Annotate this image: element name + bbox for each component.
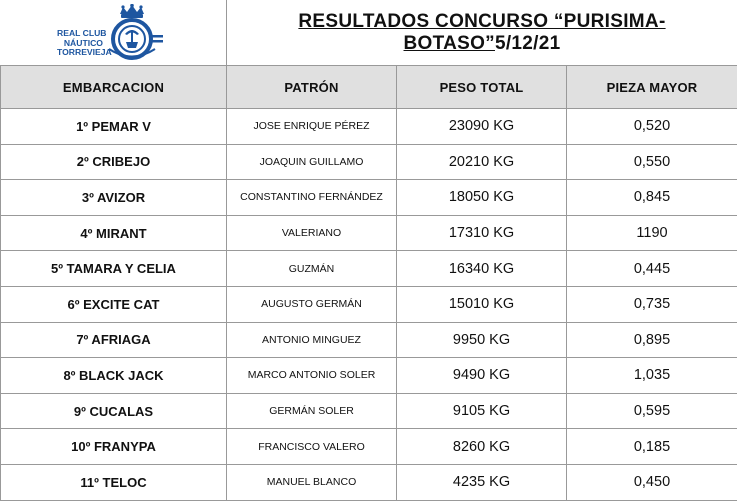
skipper-cell: MARCO ANTONIO SOLER (227, 358, 397, 394)
boat-cell: 6º EXCITE CAT (1, 286, 227, 322)
boat-cell: 8º BLACK JACK (1, 358, 227, 394)
largest-piece-cell: 0,520 (567, 109, 737, 145)
column-header-skipper: PATRÓN (227, 66, 397, 109)
boat-cell: 4º MIRANT (1, 215, 227, 251)
boat-cell: 2º CRIBEJO (1, 144, 227, 180)
largest-piece-cell: 0,445 (567, 251, 737, 287)
boat-cell: 9º CUCALAS (1, 393, 227, 429)
table-row (1, 286, 737, 322)
table-row (1, 215, 737, 251)
total-weight-cell: 8260 KG (397, 429, 567, 465)
total-weight-cell: 16340 KG (397, 251, 567, 287)
largest-piece-cell: 0,450 (567, 464, 737, 500)
table-row (1, 322, 737, 358)
logo-line-1: REAL CLUB (57, 29, 103, 39)
skipper-cell: ANTONIO MINGUEZ (227, 322, 397, 358)
title-line-2 (227, 33, 737, 55)
boat-cell: 7º AFRIAGA (1, 322, 227, 358)
skipper-cell: GERMÁN SOLER (227, 393, 397, 429)
title-line-1: RESULTADOS CONCURSO “PURISIMA- (227, 11, 737, 33)
total-weight-cell: 23090 KG (397, 109, 567, 145)
skipper-cell: VALERIANO (227, 215, 397, 251)
table-row (1, 144, 737, 180)
total-weight-cell: 20210 KG (397, 144, 567, 180)
table-row (1, 251, 737, 287)
club-crest-icon (101, 4, 165, 62)
club-logo-cell (1, 1, 227, 66)
total-weight-cell: 9950 KG (397, 322, 567, 358)
total-weight-cell: 9105 KG (397, 393, 567, 429)
largest-piece-cell: 0,845 (567, 180, 737, 216)
skipper-cell: GUZMÁN (227, 251, 397, 287)
largest-piece-cell: 1190 (567, 215, 737, 251)
header-row (1, 66, 737, 109)
skipper-cell: JOAQUIN GUILLAMO (227, 144, 397, 180)
largest-piece-cell: 1,035 (567, 358, 737, 394)
table-row (1, 429, 737, 465)
boat-cell: 1º PEMAR V (1, 109, 227, 145)
club-logo-text (57, 29, 103, 58)
largest-piece-cell: 0,895 (567, 322, 737, 358)
total-weight-cell: 17310 KG (397, 215, 567, 251)
title-line-2-date: 5/12/21 (495, 33, 561, 54)
column-header-total-weight: PESO TOTAL (397, 66, 567, 109)
largest-piece-cell: 0,735 (567, 286, 737, 322)
total-weight-cell: 9490 KG (397, 358, 567, 394)
boat-cell: 5º TAMARA Y CELIA (1, 251, 227, 287)
skipper-cell: CONSTANTINO FERNÁNDEZ (227, 180, 397, 216)
logo-line-3: TORREVIEJA (57, 48, 103, 58)
skipper-cell: AUGUSTO GERMÁN (227, 286, 397, 322)
skipper-cell: MANUEL BLANCO (227, 464, 397, 500)
skipper-cell: FRANCISCO VALERO (227, 429, 397, 465)
page-title (227, 11, 737, 55)
title-cell (227, 1, 737, 66)
total-weight-cell: 15010 KG (397, 286, 567, 322)
boat-cell: 3º AVIZOR (1, 180, 227, 216)
total-weight-cell: 18050 KG (397, 180, 567, 216)
total-weight-cell: 4235 KG (397, 464, 567, 500)
title-line-2-underlined: BOTASO” (404, 33, 495, 54)
table-row (1, 358, 737, 394)
table-row (1, 464, 737, 500)
club-logo (57, 4, 167, 62)
column-header-largest-piece: PIEZA MAYOR (567, 66, 737, 109)
boat-cell: 10º FRANYPA (1, 429, 227, 465)
table-row (1, 180, 737, 216)
table-row (1, 109, 737, 145)
logo-line-2: NÁUTICO (57, 39, 103, 49)
title-row (1, 1, 737, 66)
table-row (1, 393, 737, 429)
largest-piece-cell: 0,185 (567, 429, 737, 465)
boat-cell: 11º TELOC (1, 464, 227, 500)
column-header-boat: EMBARCACION (1, 66, 227, 109)
skipper-cell: JOSE ENRIQUE PÉREZ (227, 109, 397, 145)
largest-piece-cell: 0,595 (567, 393, 737, 429)
largest-piece-cell: 0,550 (567, 144, 737, 180)
